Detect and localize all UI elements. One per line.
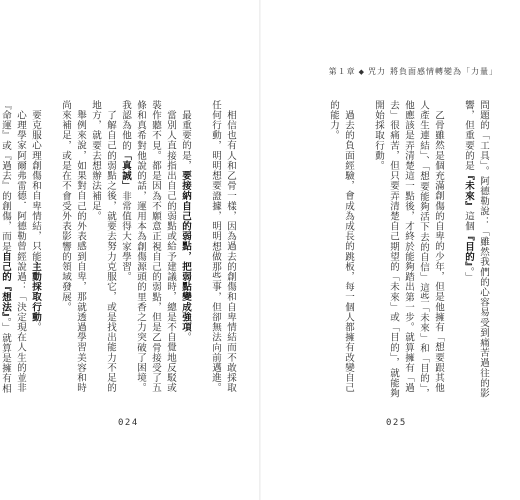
body-text: 要克服心理創傷和自卑情結，只能 [30, 109, 41, 261]
body-text: 這個 [463, 211, 474, 232]
paragraph [371, 100, 446, 400]
left-page [0, 0, 259, 500]
body-text: 最重要的是， [180, 109, 191, 171]
body-text: 過去的負面經驗，會成為成長的跳板，每一個人都擁有改變自己的能力。 [328, 100, 354, 393]
emphasized-text: 「真誠」 [120, 150, 131, 191]
body-text: 了解自己的弱點之後，就要去努力克服它，或是找出能力不足的地方，就要去想辦法補足。 [90, 100, 116, 393]
paragraph-gap [193, 100, 208, 400]
body-text: 。 [180, 331, 191, 342]
body-text: 心理學家阿爾弗雷德．阿德勒曾經說過：「決定現在人生的並非『命運』或『過去』的創傷，而是 [0, 100, 26, 393]
body-text: 問題的「工具」。阿德勒說：「雖然我們的心容易受到痛苦過往的影響，但重要的是 [463, 100, 489, 399]
diamond-icon: ◆ [358, 68, 365, 76]
right-page-number: 025 [386, 418, 407, 428]
body-text: 相信也有人和乙骨一樣，因為過去的創傷和自卑情結而不敢採取任何行動，明明想要證據，明明想做那些事，但卻無法向前邁進。 [210, 100, 236, 393]
paragraph [28, 100, 43, 400]
body-text: 。」就算是擁有相 [0, 317, 11, 394]
running-header-chapter-name: 咒力 [368, 67, 386, 76]
paragraph-gap [446, 100, 461, 400]
paragraph [178, 100, 193, 400]
body-text: 乙骨雖然是個充滿創傷的自卑的少年，但是他擁有「想要跟其他人產生連結」、「想要能夠活下去的自信」這些「未來」和「目的」，他應該是弄清楚這一點後，才終於能夠踏出第一步。就算擁有「過去」很痛苦，但只要弄清楚自己期望的「未來」或「目的」，就能夠開始採取行動。 [373, 100, 444, 399]
paragraph [0, 100, 28, 400]
paragraph [208, 100, 238, 400]
right-page-body-text [294, 100, 491, 400]
right-page [261, 0, 520, 500]
emphasized-text: 要接納自己的弱點，把弱點變成強項 [180, 170, 191, 332]
paragraph [326, 100, 356, 400]
body-text: 。」 [463, 266, 474, 283]
emphasized-text: 『未來』 [463, 170, 474, 212]
paragraph [461, 100, 491, 400]
paragraph [88, 100, 118, 400]
emphasized-text: 主動採取行動 [30, 261, 41, 322]
paragraph [58, 100, 88, 400]
body-text: 非常值得大家學習。 [120, 190, 131, 282]
left-page-body-text [0, 100, 238, 400]
emphasized-text: 自己的『想法』 [0, 251, 11, 318]
running-header-title: 將負面感情轉變為「力量」 [390, 67, 498, 76]
body-text: 。 [30, 321, 41, 332]
emphasized-text: 『目的』 [463, 231, 474, 267]
paragraph [118, 100, 178, 400]
left-page-number: 024 [118, 418, 139, 428]
running-header [329, 66, 498, 77]
paragraph-gap [43, 100, 58, 400]
running-header-chapter: 第１章 [328, 67, 356, 76]
body-text: 當別人直接指出自己的弱點或給予建議時，總是不自覺地反駁或裝作聽不見。都是因為不願意正視自己的弱點，但是乙骨接受了五條和真希對他說的話，運用本為創傷源頭的里香之力突破了困境。我認為他的 [120, 100, 176, 393]
paragraph-gap [356, 100, 371, 400]
body-text: 舉例來說，如果對自己的外表感到自卑，那就透過學習美容和時尚來補足，或是在不會受外表影響的領域發展。 [60, 100, 86, 393]
